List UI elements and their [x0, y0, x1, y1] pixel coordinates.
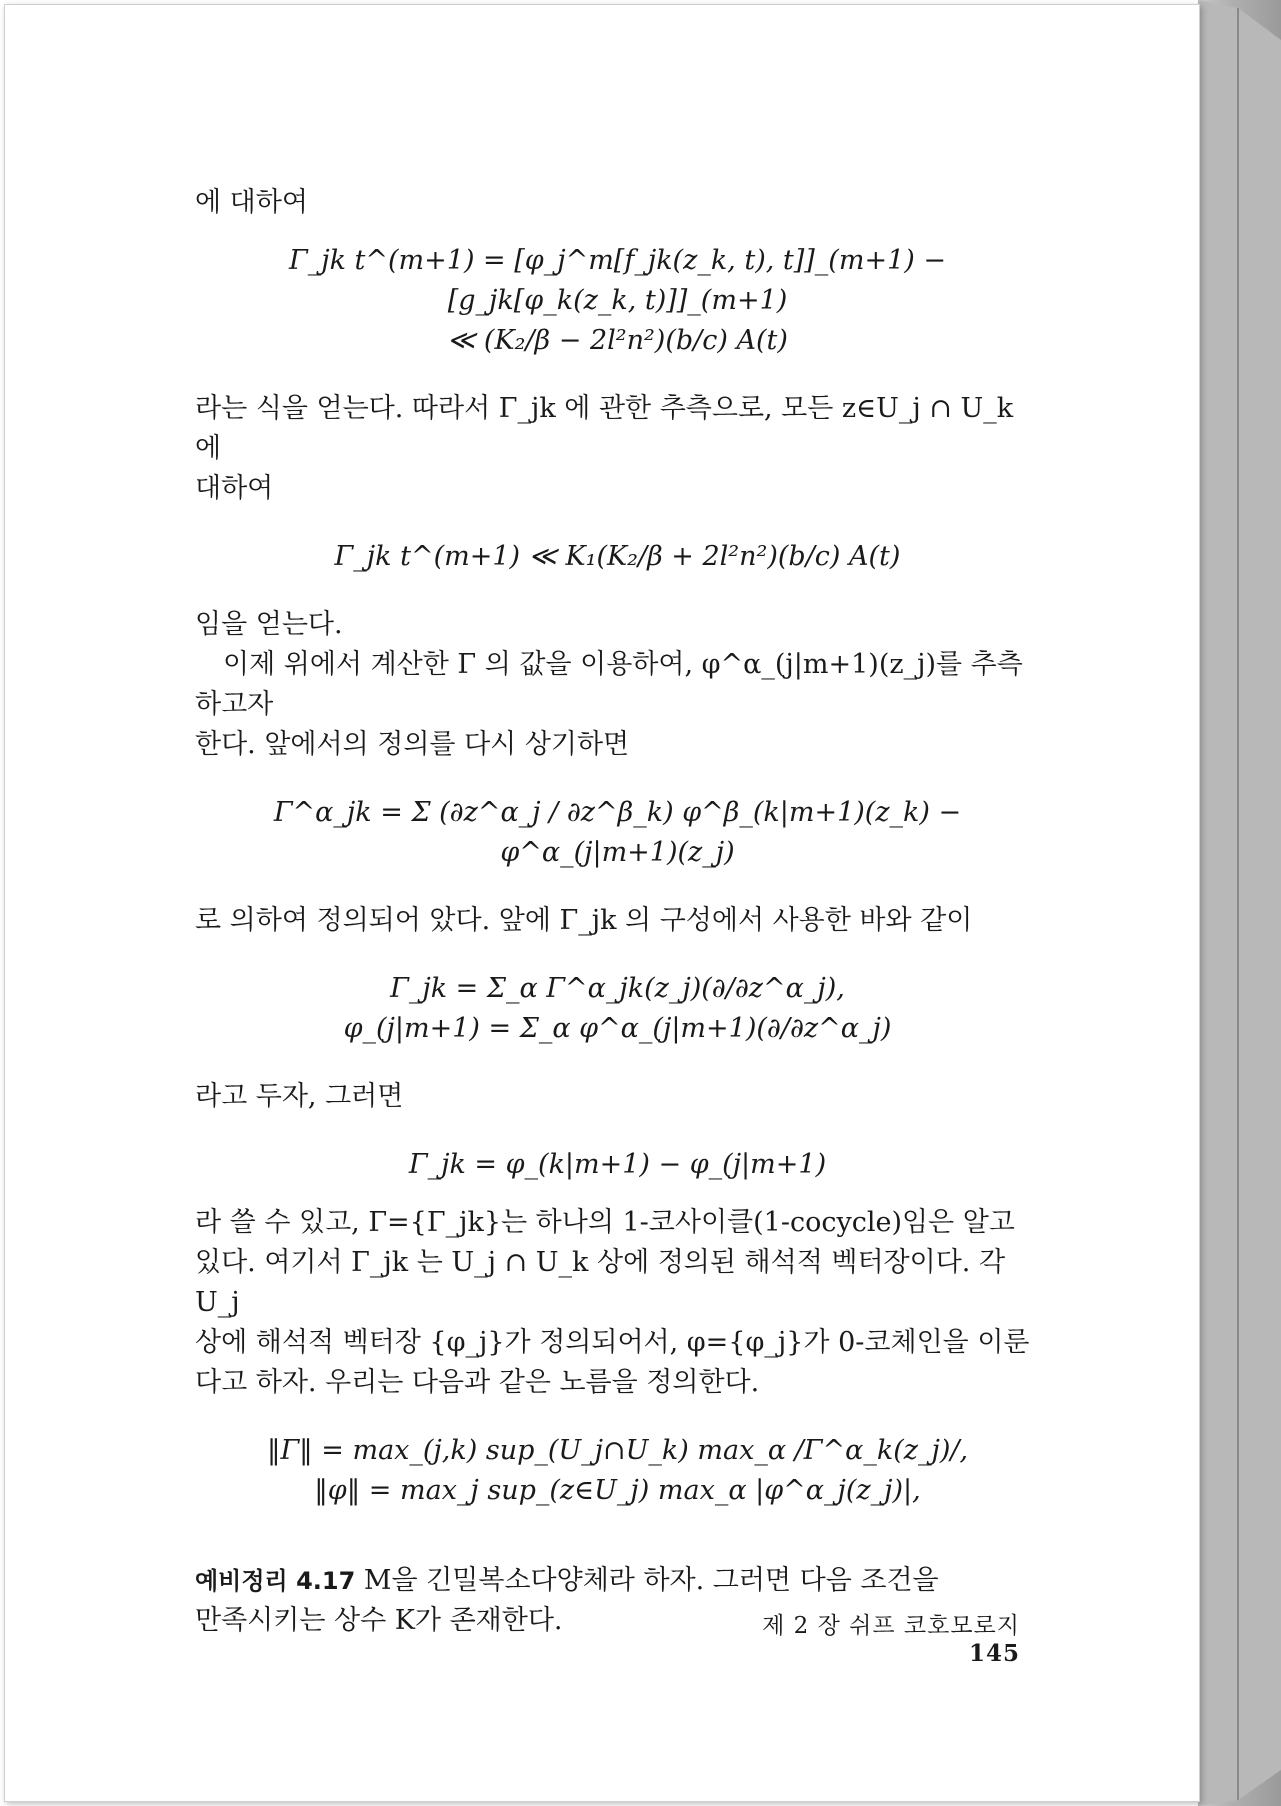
spacer: [195, 1511, 1040, 1561]
equation: ‖Γ‖ = max_(j,k) sup_(U_j∩U_k) max_α /Γ^α_k(z_j)/,: [266, 1435, 969, 1466]
text-line: 다고 하자. 우리는 다음과 같은 노름을 정의한다.: [195, 1367, 760, 1398]
text-line: 있다. 여기서 Γ_jk 는 U_j ∩ U_k 상에 정의된 해석적 벡터장이다. 각 U_j: [195, 1247, 1006, 1318]
spacer: [195, 765, 1040, 793]
page-footer: [685, 1607, 1020, 1667]
spacer: [195, 1185, 1040, 1203]
text-line: 만족시키는 상수 K가 존재한다.: [195, 1605, 563, 1636]
text-line: 라는 식을 얻는다. 따라서 Γ_jk 에 관한 추측으로, 모든 z∈U_j ∩ U_k 에: [195, 393, 1014, 464]
text-line: 이제 위에서 계산한 Γ 의 값을 이용하여, φ^α_(j|m+1)(z_j)를 추측하고자: [195, 649, 1023, 720]
equation: Γ_jk t^(m+1) ≪ K₁(K₂/β + 2l²n²)(b/c) A(t): [334, 541, 901, 572]
chapter-title: 제 2 장 쉬프 코호모로지: [762, 1613, 1020, 1639]
text-line: 임을 얻는다.: [195, 609, 343, 640]
equation: Γ_jk = Σ_α Γ^α_jk(z_j)(∂/∂z^α_j),: [390, 973, 845, 1004]
book-edge-shading: [1198, 0, 1281, 1806]
document-page: [4, 4, 1200, 1802]
spacer: [195, 1117, 1040, 1145]
spacer: [195, 873, 1040, 901]
text-line: 상에 해석적 벡터장 {φ_j}가 정의되어서, φ={φ_j}가 0-코체인을 이룬: [195, 1327, 1030, 1358]
spacer: [195, 941, 1040, 969]
page-content: [195, 183, 1040, 1641]
text-line: 라고 두자, 그러면: [195, 1081, 404, 1112]
equation: ‖φ‖ = max_j sup_(z∈U_j) max_α |φ^α_j(z_j)|,: [314, 1475, 921, 1506]
text-line: 한다. 앞에서의 정의를 다시 상기하면: [195, 729, 630, 760]
text-line: 대하여: [195, 473, 274, 504]
text-line: 에 대하여: [195, 187, 308, 218]
spacer: [195, 223, 1040, 241]
equation: ≪ (K₂/β − 2l²n²)(b/c) A(t): [447, 325, 788, 356]
spacer: [195, 1403, 1040, 1431]
page-number: 145: [968, 1640, 1020, 1667]
spacer: [195, 509, 1040, 537]
spacer: [195, 577, 1040, 605]
lemma-text: M을 긴밀복소다양체라 하자. 그러면 다음 조건을: [363, 1565, 939, 1596]
equation: Γ_jk = φ_(k|m+1) − φ_(j|m+1): [408, 1149, 827, 1180]
spacer: [195, 361, 1040, 389]
lemma-label: 예비정리 4.17: [195, 1567, 356, 1595]
text-line: 로 의하여 정의되어 았다. 앞에 Γ_jk 의 구성에서 사용한 바와 같이: [195, 905, 973, 936]
text-line: 라 쓸 수 있고, Γ={Γ_jk}는 하나의 1-코사이클(1-cocycle)임은 알고: [195, 1207, 1015, 1238]
book-edge: [1198, 0, 1281, 1806]
equation: Γ^α_jk = Σ (∂z^α_j / ∂z^β_k) φ^β_(k|m+1)(z_k) − φ^α_(j|m+1)(z_j): [273, 797, 962, 868]
equation: φ_(j|m+1) = Σ_α φ^α_(j|m+1)(∂/∂z^α_j): [343, 1013, 892, 1044]
spacer: [195, 1049, 1040, 1077]
lemma-statement: [195, 1561, 1040, 1601]
equation: Γ_jk t^(m+1) = [φ_j^m[f_jk(z_k, t), t]]_(m+1) − [g_jk[φ_k(z_k, t)]]_(m+1): [288, 245, 946, 316]
